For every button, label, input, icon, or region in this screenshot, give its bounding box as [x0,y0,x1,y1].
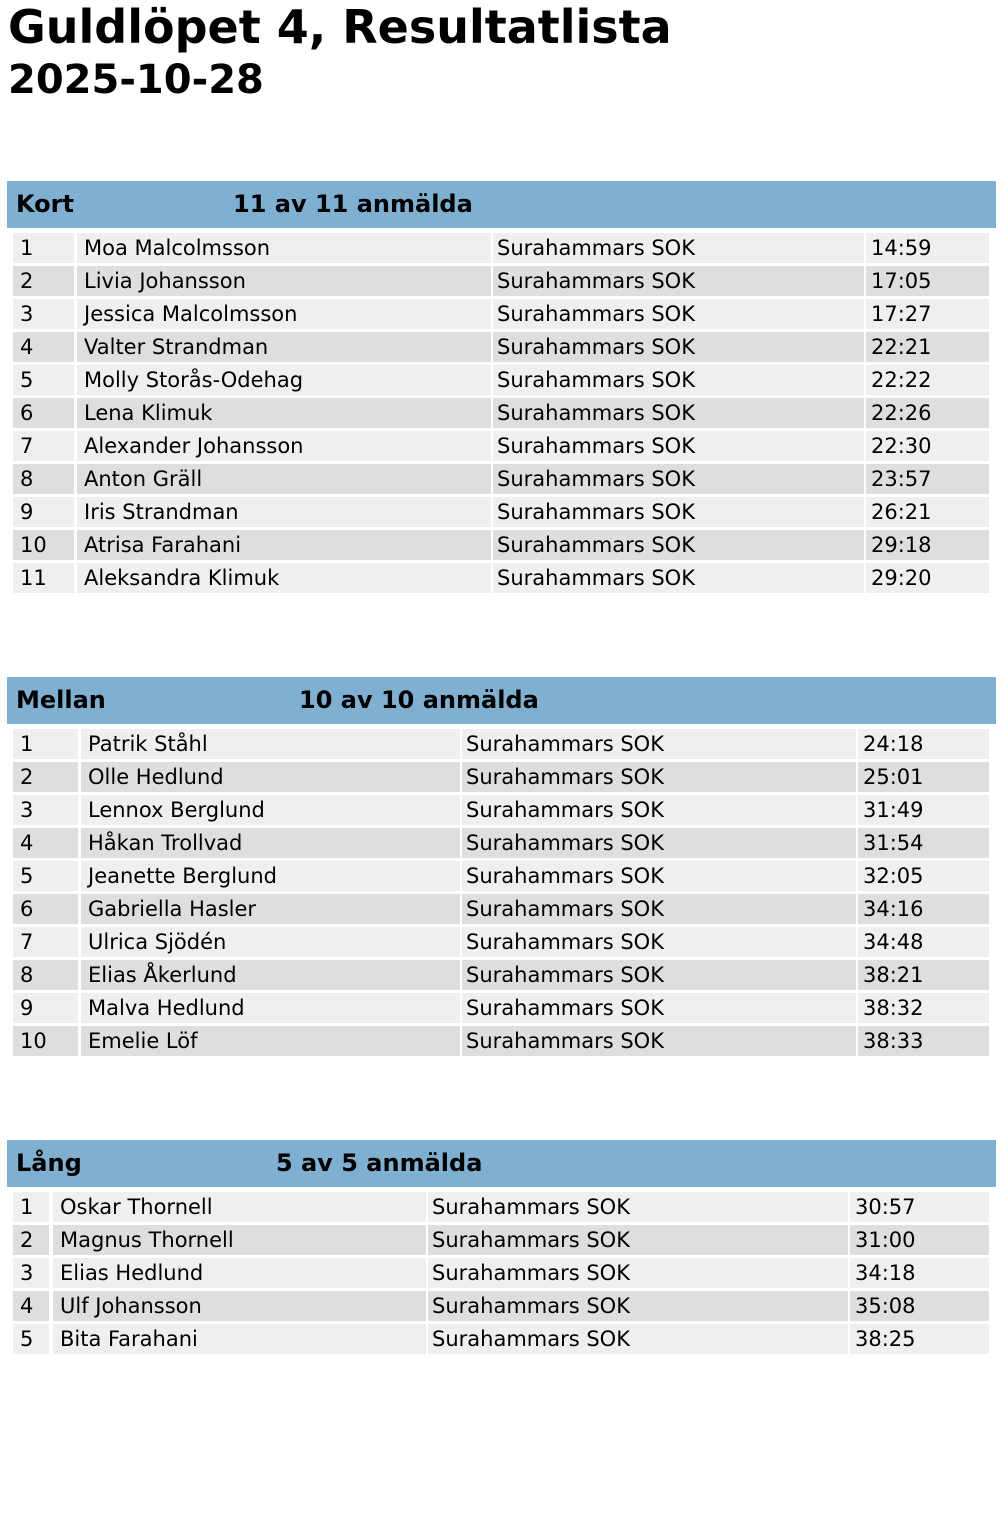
result-place: 1 [13,1192,49,1222]
finish-time: 31:00 [850,1225,989,1255]
result-row [7,365,996,395]
club-name: Surahammars SOK [493,299,864,329]
runner-name: Malva Hedlund [81,993,460,1023]
result-place: 6 [13,398,74,428]
club-name: Surahammars SOK [462,795,856,825]
runner-name: Elias Hedlund [53,1258,426,1288]
runner-name: Aleksandra Klimuk [77,563,491,593]
event-date: 2025-10-28 [8,57,264,103]
runner-name: Patrik Ståhl [81,729,460,759]
club-name: Surahammars SOK [462,1026,856,1056]
result-row [7,266,996,296]
finish-time: 25:01 [858,762,989,792]
result-place: 9 [13,497,74,527]
club-name: Surahammars SOK [493,233,864,263]
runner-name: Ulf Johansson [53,1291,426,1321]
runner-name: Olle Hedlund [81,762,460,792]
result-row [7,960,996,990]
page-title: Guldlöpet 4, Resultatlista [8,0,672,54]
runner-name: Jessica Malcolmsson [77,299,491,329]
result-place: 8 [13,464,74,494]
finish-time: 38:33 [858,1026,989,1056]
result-row [7,993,996,1023]
runner-name: Gabriella Hasler [81,894,460,924]
runner-name: Livia Johansson [77,266,491,296]
finish-time: 22:22 [866,365,989,395]
result-row [7,1192,996,1222]
finish-time: 30:57 [850,1192,989,1222]
club-name: Surahammars SOK [462,927,856,957]
result-place: 6 [13,894,78,924]
runner-name: Oskar Thornell [53,1192,426,1222]
finish-time: 29:18 [866,530,989,560]
club-name: Surahammars SOK [493,365,864,395]
club-name: Surahammars SOK [493,497,864,527]
result-place: 4 [13,828,78,858]
result-place: 10 [13,530,74,560]
result-row [7,795,996,825]
result-row [7,563,996,593]
finish-time: 38:21 [858,960,989,990]
result-place: 11 [13,563,74,593]
club-name: Surahammars SOK [493,398,864,428]
finish-time: 23:57 [866,464,989,494]
finish-time: 22:30 [866,431,989,461]
class-header [7,677,996,724]
result-row [7,894,996,924]
club-name: Surahammars SOK [462,894,856,924]
result-place: 2 [13,1225,49,1255]
runner-name: Bita Farahani [53,1324,426,1354]
result-row [7,1258,996,1288]
club-name: Surahammars SOK [428,1324,848,1354]
runner-name: Alexander Johansson [77,431,491,461]
result-place: 3 [13,795,78,825]
finish-time: 29:20 [866,563,989,593]
finish-time: 38:32 [858,993,989,1023]
result-place: 7 [13,927,78,957]
class-name: Mellan [16,686,106,714]
club-name: Surahammars SOK [493,464,864,494]
result-row [7,828,996,858]
result-row [7,431,996,461]
finish-time: 34:18 [850,1258,989,1288]
finish-time: 22:21 [866,332,989,362]
result-row [7,729,996,759]
result-place: 1 [13,233,74,263]
class-header [7,1140,996,1187]
club-name: Surahammars SOK [428,1291,848,1321]
finish-time: 31:54 [858,828,989,858]
class-section-lang [7,1140,996,1357]
runner-name: Iris Strandman [77,497,491,527]
runner-name: Magnus Thornell [53,1225,426,1255]
result-row [7,1225,996,1255]
result-place: 7 [13,431,74,461]
club-name: Surahammars SOK [493,563,864,593]
result-row [7,1026,996,1056]
club-name: Surahammars SOK [428,1258,848,1288]
finish-time: 31:49 [858,795,989,825]
runner-name: Moa Malcolmsson [77,233,491,263]
result-place: 4 [13,1291,49,1321]
result-row [7,1324,996,1354]
finish-time: 35:08 [850,1291,989,1321]
result-row [7,497,996,527]
club-name: Surahammars SOK [462,993,856,1023]
runner-name: Valter Strandman [77,332,491,362]
result-row [7,927,996,957]
class-entries-count: 5 av 5 anmälda [276,1149,483,1177]
result-place: 8 [13,960,78,990]
result-row [7,299,996,329]
finish-time: 17:05 [866,266,989,296]
result-place: 1 [13,729,78,759]
class-entries-count: 11 av 11 anmälda [233,190,473,218]
result-place: 4 [13,332,74,362]
class-name: Kort [16,190,74,218]
runner-name: Molly Storås-Odehag [77,365,491,395]
result-row [7,233,996,263]
result-row [7,861,996,891]
class-header [7,181,996,228]
finish-time: 17:27 [866,299,989,329]
runner-name: Lena Klimuk [77,398,491,428]
club-name: Surahammars SOK [428,1225,848,1255]
result-place: 5 [13,1324,49,1354]
club-name: Surahammars SOK [493,431,864,461]
finish-time: 26:21 [866,497,989,527]
result-row [7,530,996,560]
finish-time: 34:16 [858,894,989,924]
result-place: 2 [13,762,78,792]
runner-name: Håkan Trollvad [81,828,460,858]
class-entries-count: 10 av 10 anmälda [299,686,539,714]
result-place: 3 [13,1258,49,1288]
finish-time: 38:25 [850,1324,989,1354]
club-name: Surahammars SOK [428,1192,848,1222]
runner-name: Emelie Löf [81,1026,460,1056]
result-place: 5 [13,861,78,891]
result-row [7,762,996,792]
club-name: Surahammars SOK [462,828,856,858]
runner-name: Atrisa Farahani [77,530,491,560]
class-section-mellan [7,677,996,1059]
runner-name: Jeanette Berglund [81,861,460,891]
result-place: 10 [13,1026,78,1056]
class-name: Lång [16,1149,82,1177]
result-row [7,398,996,428]
finish-time: 14:59 [866,233,989,263]
club-name: Surahammars SOK [493,266,864,296]
result-place: 3 [13,299,74,329]
result-row [7,464,996,494]
result-place: 9 [13,993,78,1023]
results-table [7,729,996,1056]
finish-time: 22:26 [866,398,989,428]
runner-name: Elias Åkerlund [81,960,460,990]
club-name: Surahammars SOK [462,861,856,891]
club-name: Surahammars SOK [462,762,856,792]
club-name: Surahammars SOK [493,530,864,560]
finish-time: 32:05 [858,861,989,891]
club-name: Surahammars SOK [493,332,864,362]
result-place: 2 [13,266,74,296]
result-row [7,1291,996,1321]
result-place: 5 [13,365,74,395]
runner-name: Ulrica Sjödén [81,927,460,957]
result-row [7,332,996,362]
results-table [7,233,996,593]
club-name: Surahammars SOK [462,960,856,990]
finish-time: 34:48 [858,927,989,957]
finish-time: 24:18 [858,729,989,759]
club-name: Surahammars SOK [462,729,856,759]
results-table [7,1192,996,1354]
runner-name: Lennox Berglund [81,795,460,825]
class-section-kort [7,181,996,596]
runner-name: Anton Gräll [77,464,491,494]
